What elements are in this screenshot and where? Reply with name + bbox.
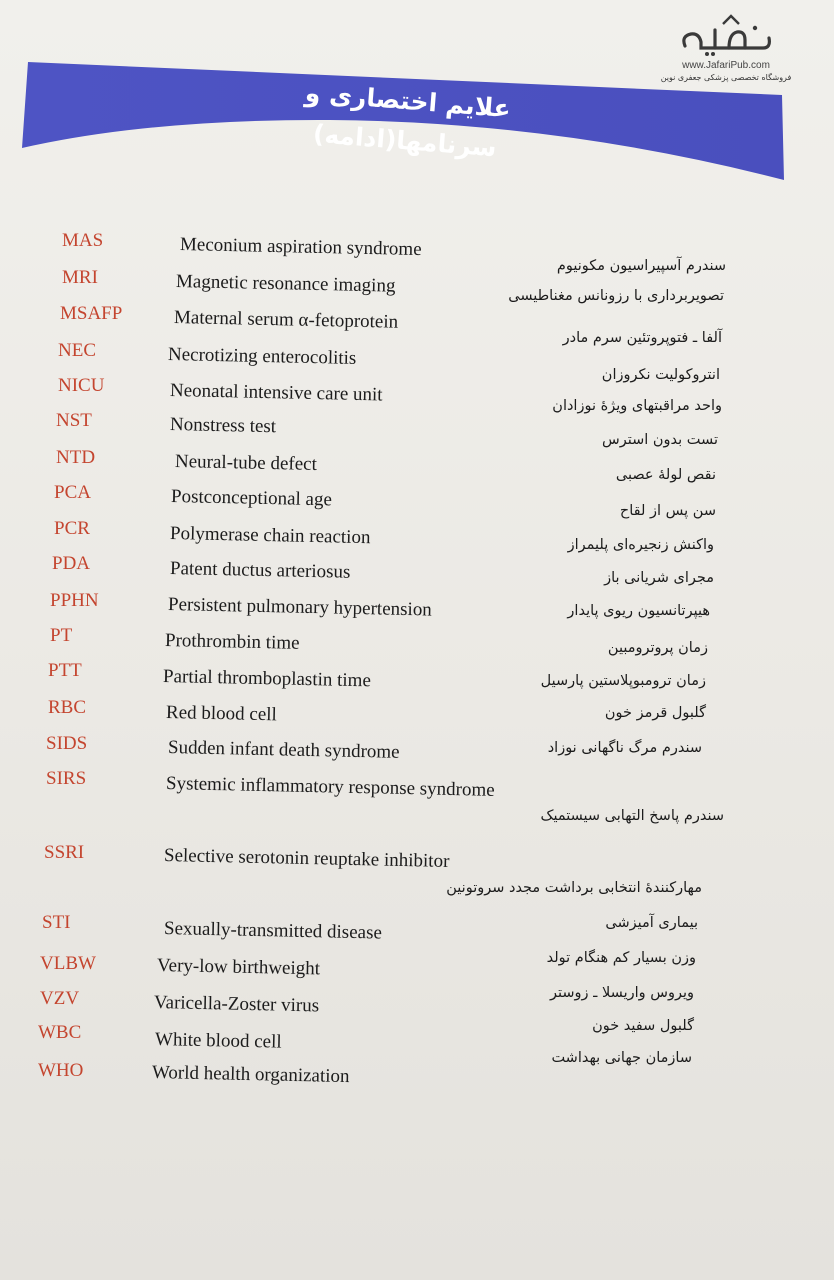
english-term: World health organization — [151, 1062, 350, 1088]
english-term: Systemic inflammatory response syndrome — [165, 773, 495, 801]
english-term: Magnetic resonance imaging — [175, 271, 396, 297]
persian-term: سازمان جهانی بهداشت — [551, 1050, 692, 1066]
persian-term: زمان ترومبوپلاستین پارسیل — [540, 673, 706, 689]
persian-term: سندرم آسپیراسیون مکونیوم — [556, 258, 726, 274]
english-term: Nonstress test — [169, 414, 277, 438]
abbreviation: PT — [50, 625, 73, 646]
abbreviation: VZV — [40, 988, 80, 1009]
persian-term: سندرم مرگ ناگهانی نوزاد — [547, 740, 702, 756]
persian-term: زمان پروترومبین — [607, 640, 708, 656]
english-term: Sudden infant death syndrome — [167, 737, 400, 763]
english-term: Persistent pulmonary hypertension — [167, 594, 433, 621]
abbreviation: PCR — [54, 518, 90, 539]
persian-term: انتروکولیت نکروزان — [601, 367, 720, 383]
persian-term: واکنش زنجیره‌ای پلیمراز — [567, 537, 714, 553]
persian-term: آلفا ـ فتوپروتئین سرم مادر — [562, 330, 722, 346]
english-term: Sexually-transmitted disease — [163, 918, 383, 944]
abbreviation: PCA — [54, 482, 91, 503]
publisher-tagline: فروشگاه تخصصی پزشکی جعفری نوین — [660, 73, 792, 82]
english-term: Prothrombin time — [164, 630, 300, 654]
persian-term: وزن بسیار کم هنگام تولد — [546, 950, 696, 966]
persian-term: مجرای شریانی باز — [604, 570, 714, 586]
abbreviation: SIRS — [46, 768, 87, 789]
english-term: Polymerase chain reaction — [169, 523, 371, 549]
english-term: Maternal serum α-fetoprotein — [173, 307, 399, 333]
publisher-url: www.JafariPub.com — [682, 60, 770, 71]
persian-term: نقص لولهٔ عصبی — [615, 467, 716, 483]
persian-term: سندرم پاسخ التهابی سیستمیک — [540, 808, 724, 824]
english-term: White blood cell — [154, 1029, 282, 1053]
persian-term: گلبول سفید خون — [592, 1018, 694, 1034]
persian-term: ویروس واریسلا ـ زوستر — [549, 985, 694, 1001]
persian-term: گلبول قرمز خون — [604, 705, 706, 721]
persian-term: بیماری آمیزشی — [605, 915, 698, 931]
abbreviation: PPHN — [50, 590, 99, 611]
english-term: Patent ductus arteriosus — [169, 558, 351, 583]
page-title: علایم اختصاری و سرنامها(ادامه) — [304, 78, 512, 163]
english-term: Neural-tube defect — [174, 451, 318, 475]
english-term: Necrotizing enterocolitis — [167, 344, 357, 369]
english-term: Meconium aspiration syndrome — [179, 234, 422, 261]
abbreviation: RBC — [48, 697, 87, 718]
abbreviation: SSRI — [44, 842, 85, 863]
persian-term: تست بدون استرس — [602, 432, 718, 448]
english-term: Postconceptional age — [170, 486, 333, 511]
english-term: Partial thromboplastin time — [162, 666, 372, 692]
abbreviation: VLBW — [40, 953, 96, 974]
abbreviation: PDA — [52, 553, 91, 574]
abbreviation: PTT — [48, 660, 82, 681]
english-term: Varicella-Zoster virus — [153, 992, 320, 1017]
abbreviation: NST — [56, 410, 92, 431]
abbreviation: NTD — [56, 447, 96, 468]
abbreviation: WHO — [38, 1060, 84, 1081]
english-term: Very-low birthweight — [156, 955, 321, 980]
english-term: Neonatal intensive care unit — [169, 380, 383, 406]
persian-term: مهارکنندهٔ انتخابی برداشت مجدد سروتونین — [446, 880, 702, 896]
abbreviation: MRI — [62, 267, 98, 288]
english-term: Selective serotonin reuptake inhibitor — [163, 845, 450, 872]
persian-term: واحد مراقبتهای ویژهٔ نوزادان — [552, 398, 722, 414]
persian-term: هیپرتانسیون ریوی پایدار — [567, 603, 710, 619]
english-term: Red blood cell — [165, 702, 278, 726]
abbreviation: NEC — [58, 340, 96, 361]
abbreviation: MSAFP — [60, 303, 123, 324]
persian-term: سن پس از لقاح — [619, 503, 716, 519]
abbreviation: MAS — [62, 230, 104, 251]
abbreviation: STI — [42, 912, 71, 933]
abbreviation: SIDS — [46, 733, 88, 754]
persian-term: تصویربرداری با رزونانس مغناطیسی — [508, 288, 724, 304]
abbreviation: NICU — [58, 375, 105, 396]
abbreviation: WBC — [38, 1022, 82, 1043]
